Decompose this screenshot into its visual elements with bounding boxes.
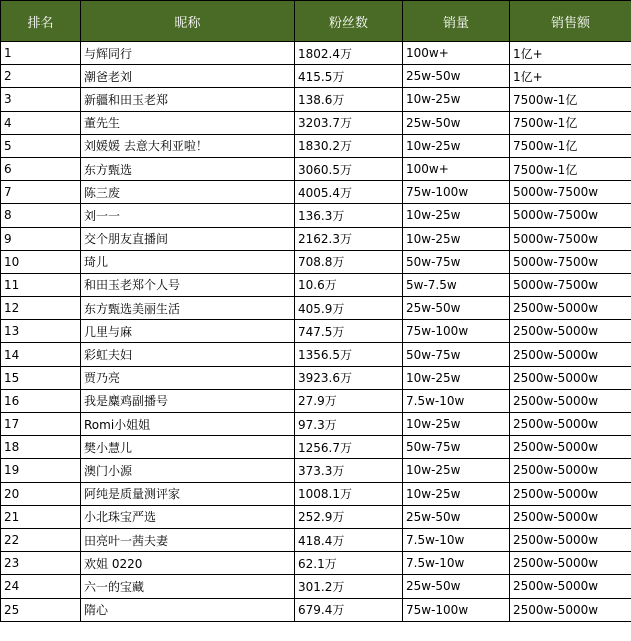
header-nickname: 昵称 xyxy=(81,1,295,42)
cell-sales-volume: 5w-7.5w xyxy=(403,273,510,296)
cell-sales-volume: 10w-25w xyxy=(403,204,510,227)
table-row xyxy=(1,436,631,459)
cell-rank: 24 xyxy=(1,575,81,598)
cell-rank: 11 xyxy=(1,273,81,296)
cell-sales-amount: 7500w-1亿 xyxy=(510,157,631,180)
table-row xyxy=(1,65,631,88)
table-row xyxy=(1,389,631,412)
cell-fans: 1830.2万 xyxy=(295,134,403,157)
table-row xyxy=(1,482,631,505)
cell-sales-amount: 2500w-5000w xyxy=(510,343,631,366)
cell-sales-volume: 25w-50w xyxy=(403,111,510,134)
cell-fans: 10.6万 xyxy=(295,273,403,296)
cell-nickname: 小北珠宝严选 xyxy=(81,505,295,528)
cell-nickname: 隋心 xyxy=(81,598,295,621)
cell-nickname: 贾乃亮 xyxy=(81,366,295,389)
cell-rank: 21 xyxy=(1,505,81,528)
cell-fans: 3203.7万 xyxy=(295,111,403,134)
cell-rank: 10 xyxy=(1,250,81,273)
cell-sales-volume: 25w-50w xyxy=(403,505,510,528)
cell-rank: 12 xyxy=(1,297,81,320)
cell-rank: 23 xyxy=(1,552,81,575)
cell-sales-amount: 5000w-7500w xyxy=(510,227,631,250)
header-row xyxy=(1,1,631,42)
table-row xyxy=(1,552,631,575)
cell-nickname: 刘一一 xyxy=(81,204,295,227)
cell-rank: 17 xyxy=(1,413,81,436)
cell-sales-volume: 25w-50w xyxy=(403,575,510,598)
cell-nickname: Romi小姐姐 xyxy=(81,413,295,436)
table-row xyxy=(1,42,631,65)
cell-nickname: 东方甄选美丽生活 xyxy=(81,297,295,320)
cell-rank: 18 xyxy=(1,436,81,459)
cell-nickname: 阿纯是质量测评家 xyxy=(81,482,295,505)
table-row xyxy=(1,111,631,134)
cell-fans: 301.2万 xyxy=(295,575,403,598)
table-row xyxy=(1,250,631,273)
cell-nickname: 刘媛媛 去意大利亚啦！ xyxy=(81,134,295,157)
cell-sales-volume: 25w-50w xyxy=(403,297,510,320)
table-row xyxy=(1,157,631,180)
cell-sales-amount: 2500w-5000w xyxy=(510,297,631,320)
cell-sales-volume: 7.5w-10w xyxy=(403,389,510,412)
cell-fans: 136.3万 xyxy=(295,204,403,227)
table-row xyxy=(1,273,631,296)
cell-sales-amount: 2500w-5000w xyxy=(510,528,631,551)
cell-sales-volume: 75w-100w xyxy=(403,181,510,204)
table-row xyxy=(1,204,631,227)
cell-sales-volume: 75w-100w xyxy=(403,598,510,621)
cell-fans: 418.4万 xyxy=(295,528,403,551)
cell-sales-amount: 5000w-7500w xyxy=(510,204,631,227)
cell-nickname: 澳门小源 xyxy=(81,459,295,482)
cell-sales-volume: 75w-100w xyxy=(403,320,510,343)
cell-sales-amount: 5000w-7500w xyxy=(510,273,631,296)
cell-fans: 3923.6万 xyxy=(295,366,403,389)
cell-sales-amount: 5000w-7500w xyxy=(510,250,631,273)
table-row xyxy=(1,528,631,551)
table-row xyxy=(1,320,631,343)
cell-fans: 1008.1万 xyxy=(295,482,403,505)
cell-sales-volume: 25w-50w xyxy=(403,65,510,88)
header-sales-volume: 销量 xyxy=(403,1,510,42)
cell-sales-amount: 5000w-7500w xyxy=(510,181,631,204)
cell-sales-amount: 2500w-5000w xyxy=(510,413,631,436)
header-fans: 粉丝数 xyxy=(295,1,403,42)
cell-rank: 20 xyxy=(1,482,81,505)
cell-fans: 138.6万 xyxy=(295,88,403,111)
cell-sales-amount: 2500w-5000w xyxy=(510,366,631,389)
cell-nickname: 六一的宝藏 xyxy=(81,575,295,598)
table-row xyxy=(1,505,631,528)
cell-sales-amount: 1亿+ xyxy=(510,42,631,65)
cell-sales-volume: 10w-25w xyxy=(403,134,510,157)
cell-nickname: 和田玉老郑个人号 xyxy=(81,273,295,296)
cell-nickname: 琦儿 xyxy=(81,250,295,273)
cell-sales-amount: 7500w-1亿 xyxy=(510,134,631,157)
cell-fans: 3060.5万 xyxy=(295,157,403,180)
cell-sales-volume: 10w-25w xyxy=(403,88,510,111)
cell-nickname: 东方甄选 xyxy=(81,157,295,180)
cell-rank: 7 xyxy=(1,181,81,204)
table-row xyxy=(1,459,631,482)
cell-nickname: 我是麋鸡副播号 xyxy=(81,389,295,412)
cell-fans: 373.3万 xyxy=(295,459,403,482)
cell-rank: 15 xyxy=(1,366,81,389)
cell-sales-amount: 2500w-5000w xyxy=(510,505,631,528)
cell-sales-amount: 7500w-1亿 xyxy=(510,88,631,111)
cell-sales-volume: 7.5w-10w xyxy=(403,552,510,575)
cell-fans: 252.9万 xyxy=(295,505,403,528)
cell-sales-amount: 1亿+ xyxy=(510,65,631,88)
cell-rank: 8 xyxy=(1,204,81,227)
table-row xyxy=(1,598,631,621)
table-row xyxy=(1,413,631,436)
cell-rank: 19 xyxy=(1,459,81,482)
cell-rank: 6 xyxy=(1,157,81,180)
cell-sales-amount: 2500w-5000w xyxy=(510,459,631,482)
header-rank: 排名 xyxy=(1,1,81,42)
cell-sales-amount: 2500w-5000w xyxy=(510,389,631,412)
cell-sales-amount: 2500w-5000w xyxy=(510,598,631,621)
cell-nickname: 交个朋友直播间 xyxy=(81,227,295,250)
cell-rank: 25 xyxy=(1,598,81,621)
cell-nickname: 潮爸老刘 xyxy=(81,65,295,88)
table-row xyxy=(1,181,631,204)
cell-sales-amount: 2500w-5000w xyxy=(510,482,631,505)
cell-rank: 2 xyxy=(1,65,81,88)
cell-fans: 27.9万 xyxy=(295,389,403,412)
cell-sales-volume: 10w-25w xyxy=(403,482,510,505)
table-row xyxy=(1,88,631,111)
cell-sales-amount: 7500w-1亿 xyxy=(510,111,631,134)
cell-fans: 1802.4万 xyxy=(295,42,403,65)
table-row xyxy=(1,227,631,250)
cell-rank: 4 xyxy=(1,111,81,134)
header-sales-amount: 销售额 xyxy=(510,1,631,42)
table-row xyxy=(1,575,631,598)
cell-nickname: 欢姐 0220 xyxy=(81,552,295,575)
cell-nickname: 新疆和田玉老郑 xyxy=(81,88,295,111)
cell-sales-volume: 50w-75w xyxy=(403,250,510,273)
cell-nickname: 董先生 xyxy=(81,111,295,134)
cell-sales-amount: 2500w-5000w xyxy=(510,320,631,343)
cell-fans: 747.5万 xyxy=(295,320,403,343)
table-body xyxy=(1,42,631,622)
cell-fans: 679.4万 xyxy=(295,598,403,621)
table-row xyxy=(1,366,631,389)
cell-sales-amount: 2500w-5000w xyxy=(510,575,631,598)
cell-rank: 5 xyxy=(1,134,81,157)
cell-nickname: 陈三废 xyxy=(81,181,295,204)
table-row xyxy=(1,134,631,157)
cell-nickname: 樊小慧儿 xyxy=(81,436,295,459)
cell-rank: 14 xyxy=(1,343,81,366)
cell-sales-volume: 7.5w-10w xyxy=(403,528,510,551)
cell-fans: 97.3万 xyxy=(295,413,403,436)
cell-rank: 22 xyxy=(1,528,81,551)
cell-rank: 9 xyxy=(1,227,81,250)
cell-sales-volume: 100w+ xyxy=(403,157,510,180)
cell-sales-volume: 50w-75w xyxy=(403,343,510,366)
cell-fans: 62.1万 xyxy=(295,552,403,575)
table-row xyxy=(1,343,631,366)
cell-sales-volume: 10w-25w xyxy=(403,459,510,482)
cell-nickname: 彩虹夫妇 xyxy=(81,343,295,366)
cell-rank: 13 xyxy=(1,320,81,343)
cell-sales-volume: 10w-25w xyxy=(403,413,510,436)
cell-sales-volume: 10w-25w xyxy=(403,227,510,250)
cell-nickname: 几里与麻 xyxy=(81,320,295,343)
cell-fans: 1256.7万 xyxy=(295,436,403,459)
table-row xyxy=(1,297,631,320)
cell-fans: 2162.3万 xyxy=(295,227,403,250)
cell-rank: 3 xyxy=(1,88,81,111)
cell-rank: 1 xyxy=(1,42,81,65)
cell-fans: 415.5万 xyxy=(295,65,403,88)
cell-sales-volume: 50w-75w xyxy=(403,436,510,459)
cell-fans: 1356.5万 xyxy=(295,343,403,366)
cell-fans: 4005.4万 xyxy=(295,181,403,204)
cell-rank: 16 xyxy=(1,389,81,412)
cell-nickname: 田亮叶一茜夫妻 xyxy=(81,528,295,551)
cell-sales-amount: 2500w-5000w xyxy=(510,436,631,459)
cell-nickname: 与辉同行 xyxy=(81,42,295,65)
cell-sales-volume: 100w+ xyxy=(403,42,510,65)
cell-sales-volume: 10w-25w xyxy=(403,366,510,389)
cell-fans: 708.8万 xyxy=(295,250,403,273)
cell-sales-amount: 2500w-5000w xyxy=(510,552,631,575)
cell-fans: 405.9万 xyxy=(295,297,403,320)
